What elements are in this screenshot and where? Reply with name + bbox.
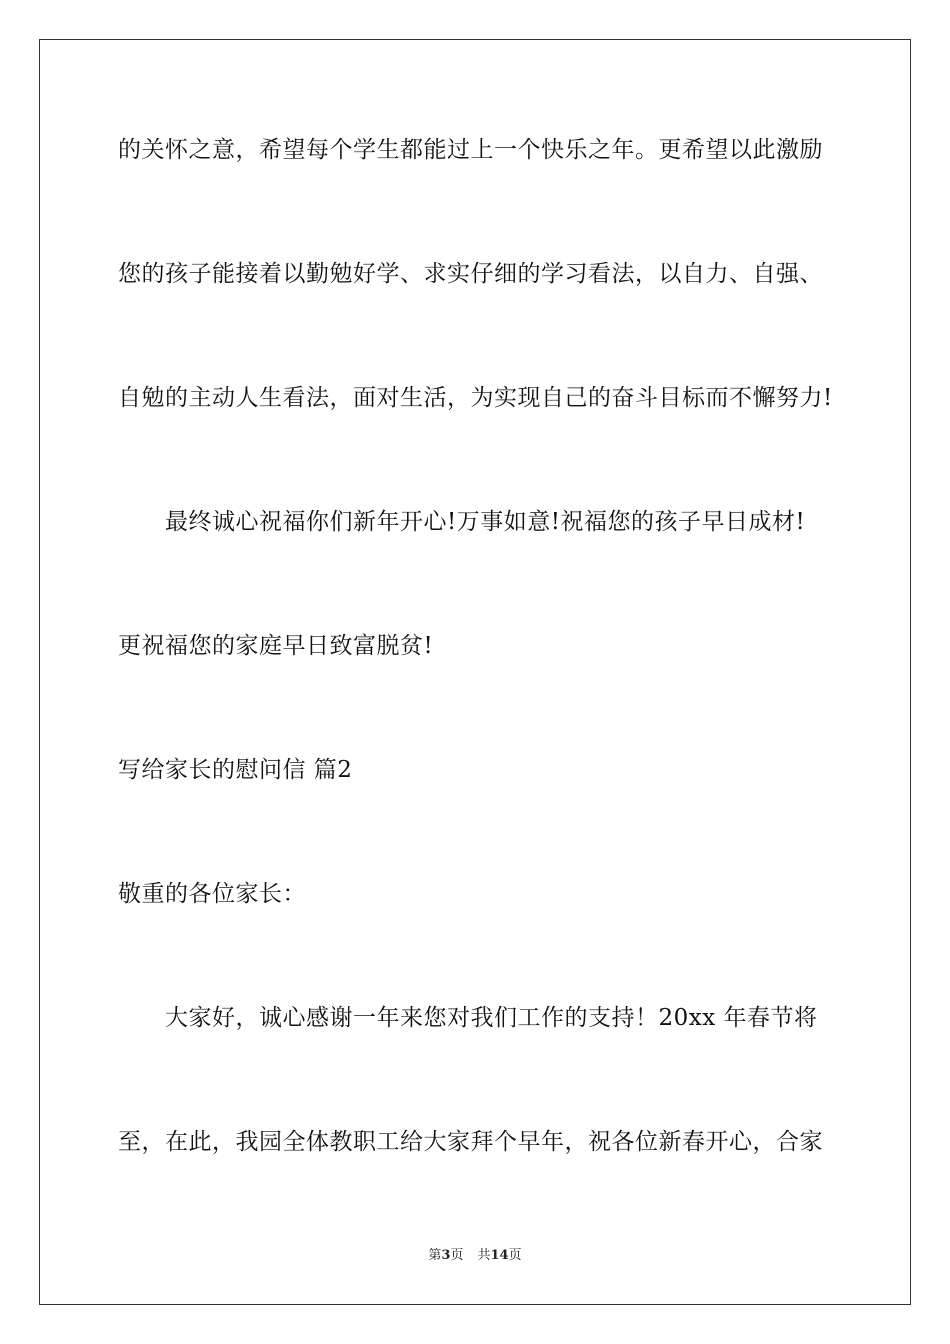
page-footer xyxy=(0,1247,950,1265)
body-line-9: 至，在此，我园全体教职工给大家拜个早年，祝各位新春开心，合家 xyxy=(118,1129,823,1155)
footer-page-total: 14 xyxy=(490,1248,509,1263)
section-heading: 写给家长的慰问信 篇2 xyxy=(118,757,353,783)
body-line-4: 最终诚心祝福你们新年开心!万事如意!祝福您的孩子早日成材! xyxy=(165,509,806,535)
body-line-2: 您的孩子能接着以勤勉好学、求实仔细的学习看法，以自力、自强、 xyxy=(118,261,823,287)
body-line-1: 的关怀之意，希望每个学生都能过上一个快乐之年。更希望以此激励 xyxy=(118,137,823,163)
footer-total-prefix: 共 xyxy=(477,1248,491,1263)
footer-page-prefix: 第 xyxy=(428,1248,442,1263)
body-line-3: 自勉的主动人生看法，面对生活，为实现自己的奋斗目标而不懈努力! xyxy=(118,385,833,411)
page-border xyxy=(39,39,911,1305)
body-line-8: 大家好，诚心感谢一年来您对我们工作的支持！20xx 年春节将 xyxy=(165,1005,818,1031)
salutation: 敬重的各位家长： xyxy=(118,881,306,907)
footer-page-current: 3 xyxy=(441,1248,451,1263)
body-line-5: 更祝福您的家庭早日致富脱贫! xyxy=(118,633,434,659)
footer-page-suffix: 页 xyxy=(450,1248,464,1263)
footer-total-suffix: 页 xyxy=(508,1248,522,1263)
